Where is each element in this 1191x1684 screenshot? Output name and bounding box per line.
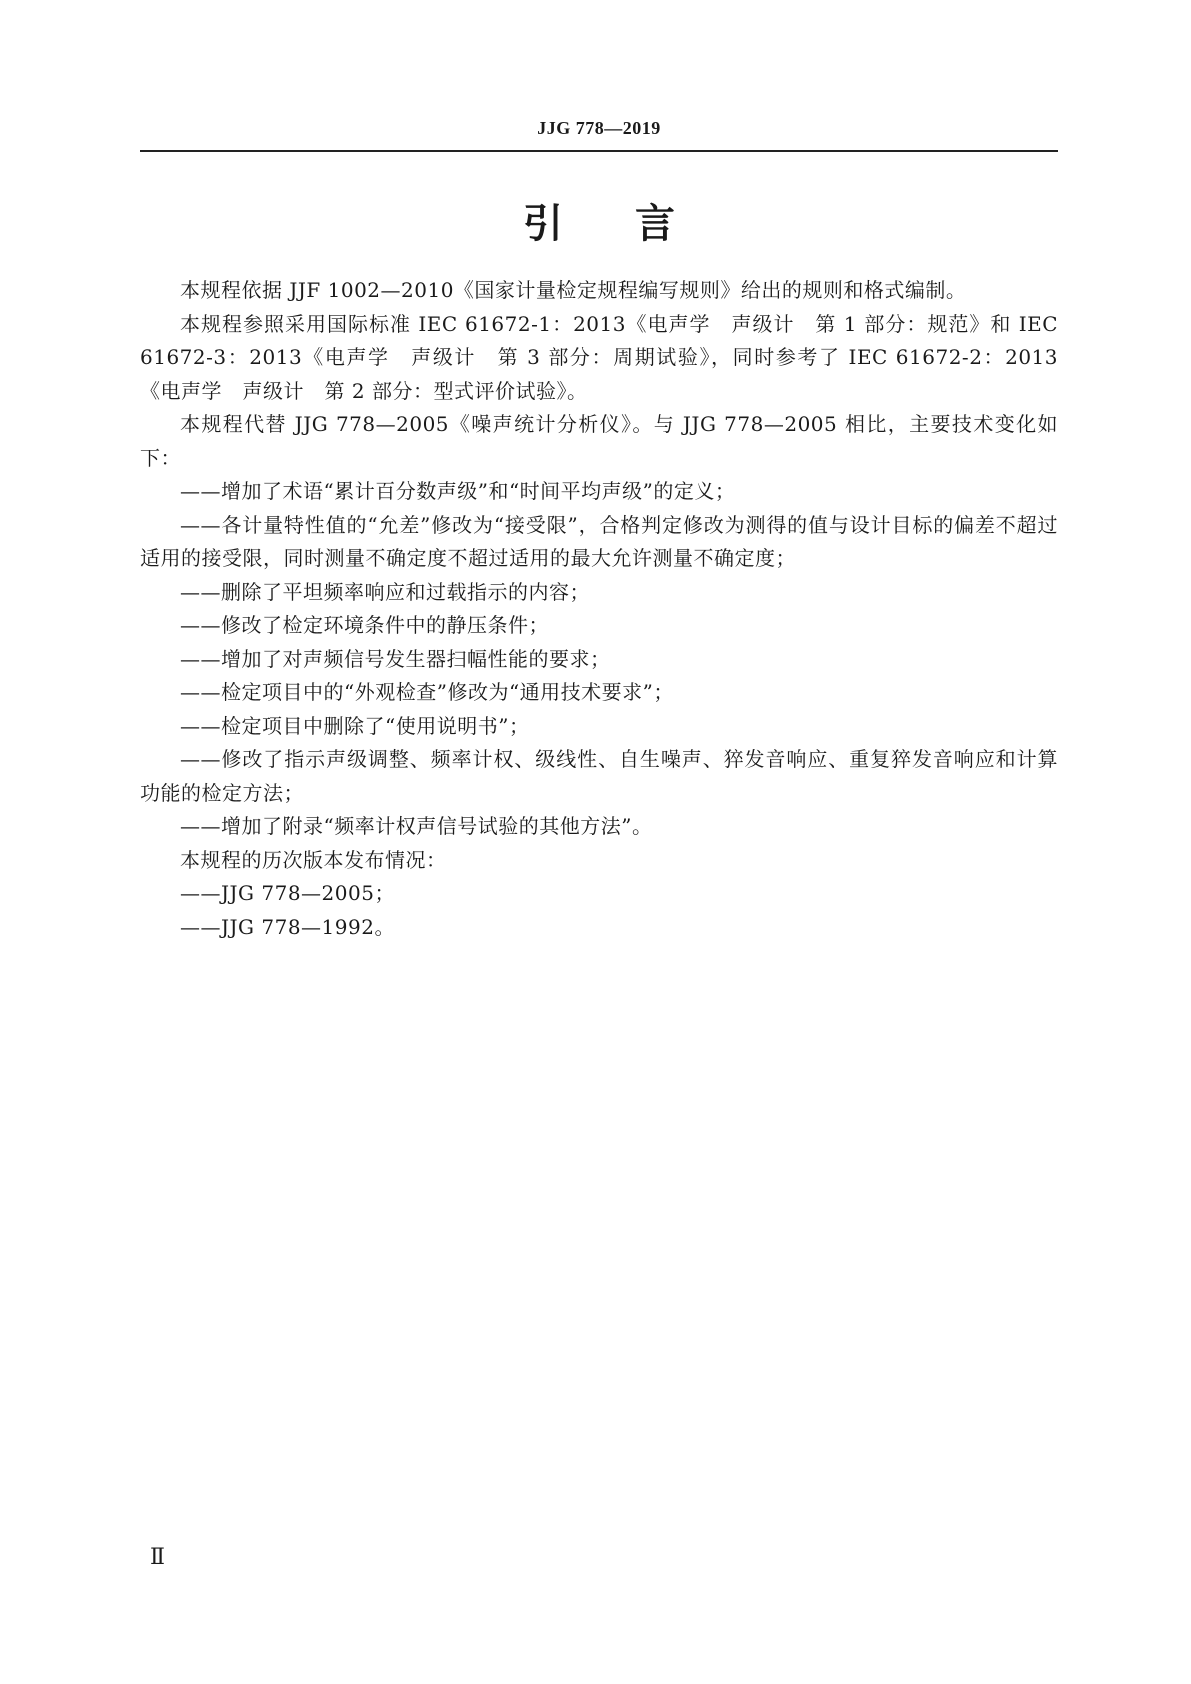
change-item: ——修改了检定环境条件中的静压条件； [180, 613, 549, 637]
history-item: ——JJG 778—2005； [180, 881, 395, 905]
change-item: ——增加了对声频信号发生器扫幅性能的要求； [180, 646, 611, 671]
paragraph-reference: 本规程参照采用国际标准 IEC 61672-1：2013《电声学 声级计 第 1 部分：规范》和 IEC 61672-3：2013《电声学 声级计 第 3 部分：周期试验》，同时参考了 IEC 61672-2：2013《电声学 声级计 第 2 部分：型式评价试验》。 [140, 311, 1058, 403]
change-item: ——检定项目中的“外观检查”修改为“通用技术要求”； [180, 680, 674, 704]
change-item: ——增加了附录“频率计权声信号试验的其他方法”。 [180, 814, 653, 838]
body-text [140, 274, 1058, 944]
paragraph-basis: 本规程依据 JJF 1002—2010《国家计量检定规程编写规则》给出的规则和格式编制。 [180, 278, 967, 302]
change-item: ——检定项目中删除了“使用说明书”； [180, 713, 530, 738]
page-number: Ⅱ [150, 1544, 165, 1569]
change-item: ——删除了平坦频率响应和过载指示的内容； [180, 579, 590, 604]
change-item: ——各计量特性值的“允差”修改为“接受限”，合格判定修改为测得的值与设计目标的偏差不超过适用的接受限，同时测量不确定度不超过适用的最大允许测量不确定度； [140, 512, 1058, 570]
header-divider [140, 150, 1058, 152]
history-item: ——JJG 778—1992。 [180, 914, 395, 939]
running-header: JJG 778—2019 [537, 118, 661, 138]
page-title: 引言 [523, 201, 747, 247]
paragraph-history: 本规程的历次版本发布情况： [180, 847, 447, 872]
paragraph-replacement: 本规程代替 JJG 778—2005《噪声统计分析仪》。与 JJG 778—2005 相比，主要技术变化如下： [140, 412, 1058, 470]
change-item: ——修改了指示声级调整、频率计权、级线性、自生噪声、猝发音响应、重复猝发音响应和计算功能的检定方法； [140, 747, 1058, 805]
change-item: ——增加了术语“累计百分数声级”和“时间平均声级”的定义； [180, 479, 736, 503]
